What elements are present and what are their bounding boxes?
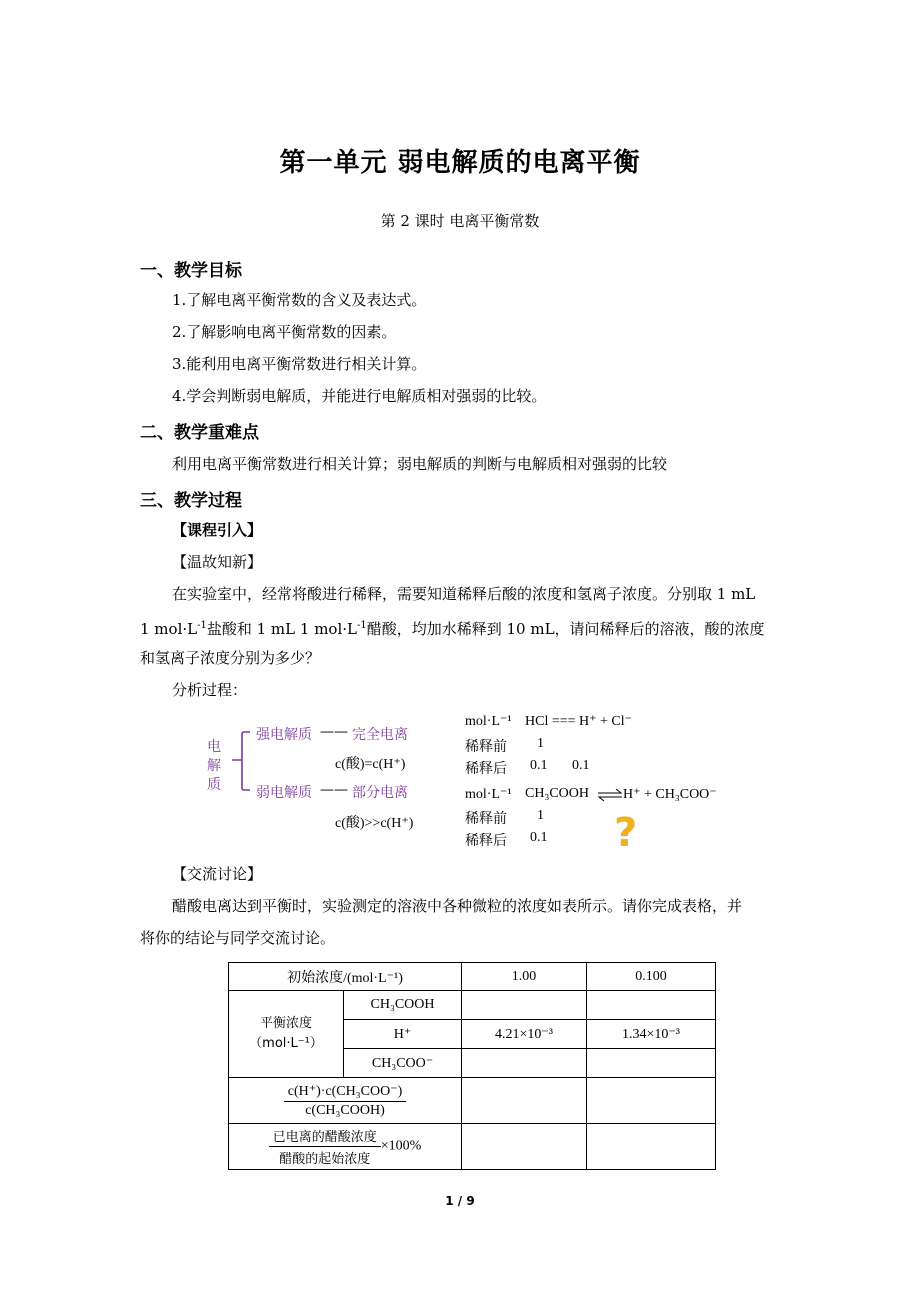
acetic-equation-left: CH₃COOH — [525, 786, 589, 801]
discussion-paragraph-line: 醋酸电离达到平衡时，实验测定的溶液中各种微粒的浓度如表所示。请你完成表格，并 — [172, 897, 743, 915]
table-cell — [587, 1124, 716, 1170]
table-cell: 4.21×10⁻³ — [462, 1020, 587, 1049]
review-label: 【温故知新】 — [172, 553, 263, 571]
before-dilution-label: 稀释前 — [465, 740, 507, 755]
acetic-equation-right: H⁺ + CH₃COO⁻ — [623, 787, 717, 802]
concentration-table — [228, 962, 716, 1170]
strong-relation: c(酸)=c(H⁺) — [335, 757, 406, 772]
table-cell — [462, 1049, 587, 1078]
table-row-label: 平衡浓度 （mol·L⁻¹） — [229, 991, 344, 1078]
goal-item: 2.了解影响电离平衡常数的因素。 — [172, 323, 397, 341]
unit-label: mol·L⁻¹ — [465, 714, 512, 729]
dash: —— — [320, 782, 348, 798]
table-row — [229, 1124, 716, 1170]
table-cell — [462, 1078, 587, 1124]
question-mark-icon: ? — [614, 810, 638, 856]
goal-item: 4.学会判断弱电解质，并能进行电解质相对强弱的比较。 — [172, 387, 547, 405]
ionization-degree-fraction: $\frac{\text{已电离的醋酸浓度}}{\text{醋酸的起始浓度}}$ — [269, 1126, 381, 1167]
ionization-constant-fraction: $\frac{\text{c(H⁺)·c(CH₃COO⁻)}}{\text{c(CH₃COOH)}}$ — [284, 1083, 407, 1119]
equilibrium-arrow-icon — [597, 787, 623, 803]
page-title: 第一单元 弱电解质的电离平衡 — [279, 148, 641, 178]
after-dilution-label: 稀释后 — [465, 762, 507, 777]
weak-electrolyte-label: 弱电解质 — [256, 785, 312, 801]
after-dilution-label: 稀释后 — [465, 834, 507, 849]
classification-bracket — [228, 728, 254, 794]
table-cell — [462, 1124, 587, 1170]
key-points-text: 利用电离平衡常数进行相关计算；弱电解质的判断与电解质相对强弱的比较 — [172, 455, 668, 473]
acetic-before-value: 1 — [537, 808, 544, 823]
table-cell — [587, 991, 716, 1020]
table-row — [229, 991, 716, 1020]
table-row — [229, 1078, 716, 1124]
acetic-after-value: 0.1 — [530, 830, 548, 845]
table-cell — [462, 991, 587, 1020]
strong-electrolyte-label: 强电解质 — [256, 727, 312, 743]
discussion-paragraph-line: 将你的结论与同学交流讨论。 — [140, 929, 336, 947]
section-heading-goals: 一、教学目标 — [140, 261, 242, 281]
analysis-label: 分析过程： — [172, 681, 248, 699]
hcl-before-value: 1 — [537, 736, 544, 751]
page-number: 1 / 9 — [445, 1194, 475, 1208]
lesson-subtitle: 第 2 课时 电离平衡常数 — [380, 212, 540, 230]
table-row — [229, 963, 716, 991]
table-header-cell: 1.00 — [462, 963, 587, 991]
electrolyte-label: 电 解 质 — [207, 739, 221, 793]
review-paragraph-line: 和氢离子浓度分别为多少？ — [140, 649, 321, 667]
table-header-cell: 0.100 — [587, 963, 716, 991]
goal-item: 1.了解电离平衡常数的含义及表达式。 — [172, 291, 427, 309]
complete-ionization-label: 完全电离 — [352, 727, 408, 743]
table-cell — [587, 1049, 716, 1078]
table-cell: 1.34×10⁻³ — [587, 1020, 716, 1049]
before-dilution-label: 稀释前 — [465, 812, 507, 827]
table-row-label — [229, 1078, 462, 1124]
goal-item: 3.能利用电离平衡常数进行相关计算。 — [172, 355, 427, 373]
table-species-cell: H⁺ — [344, 1020, 462, 1049]
dash: —— — [320, 724, 348, 740]
review-paragraph-line: 1 $mol\cdot L^{-1}$盐酸和 1 mL 1 $mol\cdot L^{-1}$醋酸，均加水稀释到 10 mL，请问稀释后的溶液，酸的浓度 — [140, 620, 765, 638]
table-row-label: $\frac{\text{已电离的醋酸浓度}}{\text{醋酸的起始浓度}}$ ×100% — [229, 1124, 462, 1170]
table-species-cell: CH₃COO⁻ — [344, 1049, 462, 1078]
review-paragraph-line: 在实验室中，经常将酸进行稀释，需要知道稀释后酸的浓度和氢离子浓度。分别取 1 mL — [172, 585, 756, 603]
hcl-after-value: 0.1 — [530, 758, 548, 773]
hcl-equation: HCl === H⁺ + Cl⁻ — [525, 714, 633, 729]
section-heading-process: 三、教学过程 — [140, 491, 242, 511]
unit-label: mol·L⁻¹ — [465, 787, 512, 802]
table-header-cell: 初始浓度/(mol·L⁻¹) — [229, 963, 462, 991]
weak-relation: c(酸)>>c(H⁺) — [335, 816, 414, 831]
partial-ionization-label: 部分电离 — [352, 785, 408, 801]
section-heading-key-points: 二、教学重难点 — [140, 423, 259, 443]
table-species-cell: CH₃COOH — [344, 991, 462, 1020]
hcl-after-value: 0.1 — [572, 758, 590, 773]
intro-label: 【课程引入】 — [172, 521, 263, 539]
table-cell — [587, 1078, 716, 1124]
discussion-label: 【交流讨论】 — [172, 865, 263, 883]
